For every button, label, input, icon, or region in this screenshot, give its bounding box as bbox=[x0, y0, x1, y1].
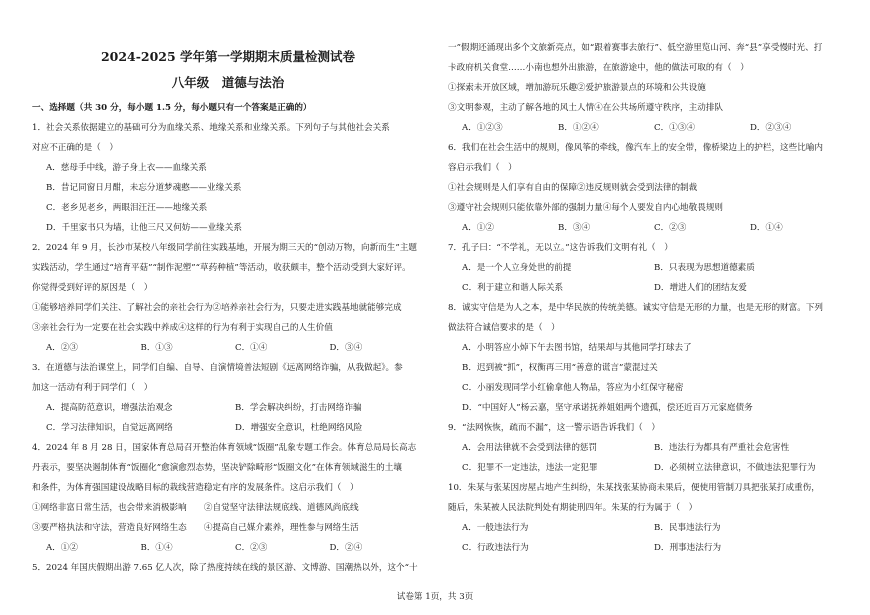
question-text: 加这一活动有利于同学们（ ） bbox=[32, 383, 153, 393]
answer-options-row bbox=[448, 218, 846, 238]
answer-option: B．学会解决纠纷，打击网络诈骗 bbox=[235, 403, 362, 413]
answer-option: D．必须树立法律意识，不做违法犯罪行为 bbox=[654, 463, 816, 473]
question-text: 随后，朱某被人民法院判处有期徒刑四年。朱某的行为属于（ ） bbox=[448, 503, 698, 513]
answer-options-row bbox=[448, 518, 846, 538]
question-text: 2．2024 年 9 月，长沙市某校八年级同学前往实践基地，开展为期三天的“创动万物，向新而生”主题 bbox=[32, 243, 417, 253]
answer-option: D．增进人们的团结友爱 bbox=[654, 283, 747, 293]
question-text: 1．社会关系依据建立的基础可分为血缘关系、地缘关系和业缘关系。下列句子与其他社会关系 bbox=[32, 123, 390, 133]
answer-option: C．①③④ bbox=[654, 123, 695, 133]
question-text: 4．2024 年 8 月 28 日，国家体育总局召开整治体育领域“饭圈”乱象专题工作会。体育总局局长高志 bbox=[32, 443, 417, 453]
question-text: 9．“法网恢恢，疏而不漏”，这一警示语告诉我们（ ） bbox=[448, 423, 660, 433]
answer-option: C．①④ bbox=[235, 343, 268, 353]
answer-option: B．昔记同窗日月酣，未忘分道梦魂憨——业缘关系 bbox=[46, 183, 242, 193]
answer-option: C．犯罪不一定违法，违法一定犯罪 bbox=[462, 463, 598, 473]
answer-option: C．学习法律知识，自觉远离网络 bbox=[46, 423, 173, 433]
right-questions bbox=[448, 38, 846, 558]
page-footer: 试卷第 1页，共 3页 bbox=[396, 592, 474, 602]
answer-option: A．会用法律就不会受到法律的惩罚 bbox=[462, 443, 598, 453]
answer-options-row bbox=[32, 538, 424, 558]
question-text: 实践活动，学生通过“培育平菇”“制作泥塑”“草药种植”等活动，收获颇丰，整个活动受到大家好评。 bbox=[32, 263, 411, 273]
question-text: 容启示我们（ ） bbox=[448, 163, 517, 173]
answer-option: B．只表现为思想道德素质 bbox=[654, 263, 755, 273]
answer-option: C．老乡见老乡，两眼泪汪汪——地缘关系 bbox=[46, 203, 208, 213]
answer-options-row bbox=[448, 438, 846, 458]
question-text: ③要严格执法和守法，营造良好网络生态 ④提高自己媒介素养，理性参与网络生活 bbox=[32, 523, 359, 533]
exam-subject: 八年级 道德与法治 bbox=[171, 75, 285, 90]
question-text: 5．2024 年国庆假期出游 7.65 亿人次，除了热度持续在线的景区游、文博游、国潮热以外，这个“十 bbox=[32, 563, 418, 573]
answer-option: A．一般违法行为 bbox=[462, 523, 529, 533]
question-text: 6．我们在社会生活中的规则，像风筝的牵线，像汽车上的安全带，像桥梁边上的护栏，这些比喻内 bbox=[448, 143, 824, 153]
answer-option: D．②③④ bbox=[750, 123, 792, 133]
question-text: 一”假期还涌现出多个文旅新亮点，如“跟着赛事去旅行”、低空游里览山河、奔“县”享受慢时光、打 bbox=[448, 43, 823, 53]
right-column bbox=[448, 38, 846, 558]
answer-option: B．①④ bbox=[140, 543, 173, 553]
answer-option: B．①②④ bbox=[558, 123, 599, 133]
question-text: ①网络非富日常生活，也会带来消极影响 ②自觉坚守法律法规底线、道德风尚底线 bbox=[32, 503, 359, 513]
answer-option: B．迟到被“抓”，权衡再三用“善意的谎言”蒙混过关 bbox=[462, 363, 658, 373]
answer-option: A．①②③ bbox=[462, 123, 503, 133]
answer-option: C．利于建立和谐人际关系 bbox=[462, 283, 564, 293]
answer-option: A．提高防范意识，增强法治观念 bbox=[46, 403, 173, 413]
answer-option: B．民事违法行为 bbox=[654, 523, 721, 533]
question-text: ③亲社会行为一定要在社会实践中养成④这样的行为有利于实现自己的人生价值 bbox=[32, 323, 333, 333]
answer-option: A．①② bbox=[46, 543, 78, 553]
question-text: 卡政府机关食堂……小南也想外出旅游，在旅游途中，他的做法可取的有（ ） bbox=[448, 63, 749, 73]
answer-option: A．①② bbox=[462, 223, 494, 233]
answer-options-row bbox=[32, 418, 424, 438]
question-text: 对应不正确的是（ ） bbox=[32, 143, 118, 153]
answer-option: C．行政违法行为 bbox=[462, 543, 529, 553]
section-heading: 一、选择题（共 30 分，每小题 1.5 分，每小题只有一个答案是正确的） bbox=[32, 103, 312, 113]
answer-option: D．②④ bbox=[329, 543, 363, 553]
exam-title: 2024-2025 学年第一学期期末质量检测试卷 bbox=[100, 49, 356, 64]
answer-option: B．①③ bbox=[140, 343, 173, 353]
answer-options-row bbox=[448, 278, 846, 298]
question-text: ①探索未开放区域，增加游玩乐趣②爱护旅游景点的环境和公共设施 bbox=[448, 83, 706, 93]
question-text: 和条件，为体育强国建设战略目标的栽线营造稳定有序的发展条件。这启示我们（ ） bbox=[32, 483, 359, 493]
question-text: 7．孔子曰：“不学礼，无以立。”这告诉我们文明有礼（ ） bbox=[448, 243, 673, 253]
question-text: 丹表示，要坚决遏制体育“饭圈化”愈演愈烈态势，坚决铲除畸形“饭圈文化”在体育领域滋生的土壤 bbox=[32, 463, 402, 473]
answer-options-row bbox=[32, 398, 424, 418]
answer-option: D．增强安全意识，杜绝网络风险 bbox=[235, 423, 363, 433]
answer-option: B．违法行为都具有严重社会危害性 bbox=[654, 443, 790, 453]
answer-option: A．是一个人立身处世的前提 bbox=[462, 263, 572, 273]
question-text: 10．朱某与张某因房屋占地产生纠纷，朱某找张某协商未果后，便使用管制刀具把张某打成重伤， bbox=[448, 483, 820, 493]
answer-option: A．小明答应小焯下午去图书馆，结果却与其他同学打球去了 bbox=[462, 343, 692, 353]
answer-option: D．千里家书只为墙，让他三尺又何妨——业缘关系 bbox=[46, 223, 242, 233]
question-text: 做法符合诚信要求的是（ ） bbox=[448, 323, 560, 333]
answer-options-row bbox=[448, 458, 846, 478]
question-text: ①社会规则是人们享有自由的保障②违反规则就会受到法律的制裁 bbox=[448, 183, 698, 193]
answer-option: D．“中国好人”杨云嘉，坚守承诺抚养姐姐两个遗孤，偿还近百万元家庭债务 bbox=[462, 403, 753, 413]
question-text: 你觉得受到好评的原因是（ ） bbox=[32, 283, 153, 293]
answer-option: A．②③ bbox=[46, 343, 78, 353]
question-text: 3．在道德与法治课堂上，同学们自编、自导、自演情境普法短剧《远离网络诈骗，从我做起》。参 bbox=[32, 363, 403, 373]
answer-option: D．③④ bbox=[329, 343, 363, 353]
question-text: ③文明参观，主动了解各地的风土人情④在公共场所遵守秩序，主动排队 bbox=[448, 103, 724, 113]
answer-option: D．①④ bbox=[750, 223, 783, 233]
answer-options-row bbox=[448, 538, 846, 558]
answer-options-row bbox=[448, 258, 846, 278]
answer-option: B．③④ bbox=[558, 223, 591, 233]
question-text: ①能够培养同学们关注、了解社会的亲社会行为②培养亲社会行为，只要走进实践基地就能够完成 bbox=[32, 303, 402, 313]
answer-option: A．慈母手中线，游子身上衣——血缘关系 bbox=[46, 163, 207, 173]
left-questions bbox=[32, 118, 424, 578]
question-text: 8．诚实守信是为人之本，是中华民族的传统美德。诚实守信是无形的力量，也是无形的财富。下列 bbox=[448, 303, 824, 313]
answer-options-row bbox=[32, 338, 424, 358]
answer-options-row bbox=[448, 118, 846, 138]
question-text: ③遵守社会规则只能依靠外部的强制力量④每个人要发自内心地敬畏规则 bbox=[448, 203, 724, 213]
left-column bbox=[32, 38, 424, 578]
answer-option: C．②③ bbox=[235, 543, 268, 553]
answer-option: C．②③ bbox=[654, 223, 687, 233]
answer-option: C．小丽发现同学小红偷拿他人物品，答应为小红保守秘密 bbox=[462, 383, 684, 393]
answer-option: D．刑事违法行为 bbox=[654, 543, 722, 553]
